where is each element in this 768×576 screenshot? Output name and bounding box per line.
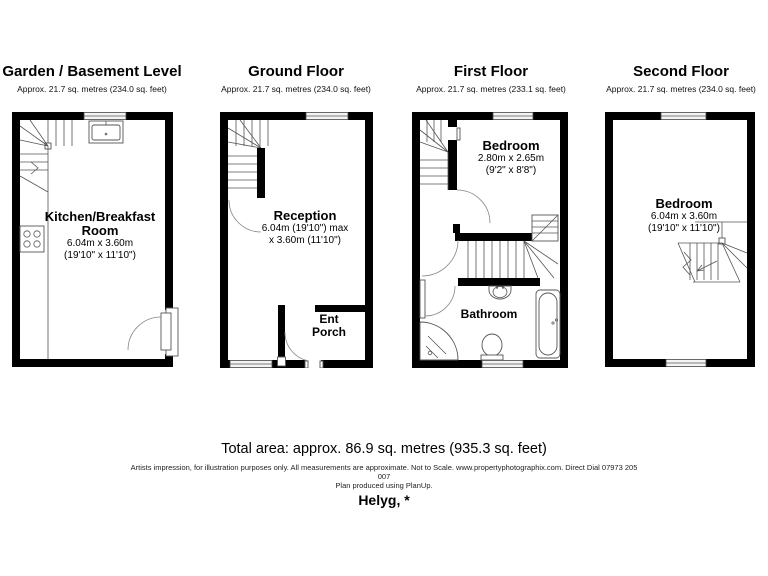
toilet (481, 334, 503, 360)
floor-title-second-floor: Second Floor (633, 63, 729, 80)
stairs (420, 120, 448, 190)
room-label-kitchen (34, 210, 166, 261)
room-name: Reception (273, 208, 337, 223)
footer-disclaimer-line-2: 007 (377, 472, 391, 481)
room-dim-imperial: (9'2" x 8'8") (485, 164, 537, 176)
sink (489, 286, 511, 299)
window (493, 112, 533, 120)
room-dim-imperial: (19'10" x 11'10") (64, 249, 136, 261)
exterior-walls (605, 112, 755, 367)
room-dim-imperial: x 3.60m (11'10") (269, 234, 341, 246)
room-dim-metric: 6.04m x 3.60m (66, 237, 134, 249)
door-arc (457, 190, 490, 223)
window (482, 360, 523, 368)
footer-property-name: Helyg, * (358, 492, 410, 508)
room-dim-metric: 6.04m x 3.60m (650, 210, 718, 222)
footer-disclaimer-line-1: Artists impression, for illustration purposes only. All measurements are approximate. Not to Scale. www.propertyphotographix.com. Direct Dial 07973 205 (130, 463, 638, 472)
floor-area-garden-basement: Approx. 21.7 sq. metres (234.0 sq. feet) (17, 84, 167, 94)
room-dim-metric: 2.80m x 2.65m (477, 152, 545, 164)
stairs (20, 120, 72, 192)
room-name: Ent Porch (311, 312, 346, 339)
plan-second-floor (605, 112, 755, 367)
room-label-reception (230, 209, 380, 247)
room-name: Bedroom (482, 138, 540, 153)
floor-title-ground-floor: Ground Floor (248, 63, 344, 80)
floor-area-second-floor: Approx. 21.7 sq. metres (234.0 sq. feet) (606, 84, 756, 94)
room-label-bedroom-first (451, 139, 571, 177)
bathtub (536, 290, 560, 358)
room-name: Bedroom (655, 196, 713, 211)
floor-area-ground-floor: Approx. 21.7 sq. metres (234.0 sq. feet) (221, 84, 371, 94)
room-label-bedroom-second (624, 197, 744, 235)
window (230, 360, 272, 368)
room-label-ent-porch (306, 313, 352, 339)
shower (420, 322, 458, 360)
door (128, 308, 178, 356)
window (661, 112, 706, 120)
door-arc (422, 240, 458, 276)
floor-title-first-floor: First Floor (453, 63, 529, 80)
room-dim-metric: 6.04m (19'10") max (261, 222, 349, 234)
room-name: Kitchen/Breakfast Room (44, 209, 156, 238)
room-label-bathroom (444, 308, 534, 321)
floor-area-first-floor: Approx. 21.7 sq. metres (233.1 sq. feet) (416, 84, 566, 94)
sink (89, 121, 123, 143)
floor-title-garden-basement: Garden / Basement Level (2, 63, 182, 80)
landing-stairs (453, 215, 558, 278)
room-name: Bathroom (460, 307, 518, 321)
footer-total-area: Total area: approx. 86.9 sq. metres (935.3 sq. feet) (221, 441, 547, 457)
room-dim-imperial: (19'10" x 11'10") (648, 222, 720, 234)
window (84, 112, 126, 120)
footer-plan-credit: Plan produced using PlanUp. (335, 481, 433, 490)
window (666, 359, 706, 367)
window (306, 112, 348, 120)
bathroom-wall (458, 278, 540, 286)
